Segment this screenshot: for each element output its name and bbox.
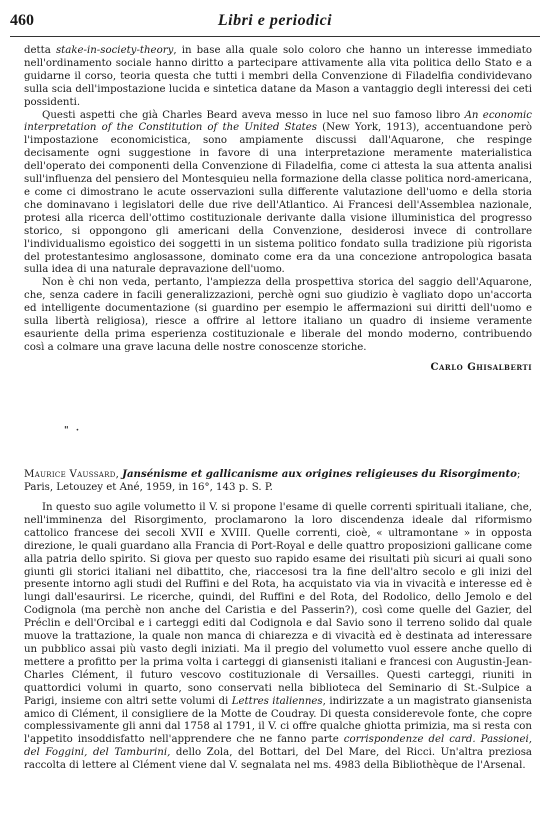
- book-imprint: ; Paris, Letouzey et Ané, 1959, in 16°, 143 p. S. P.: [24, 469, 521, 493]
- reviewer-signature: Carlo Ghisalberti: [430, 361, 532, 373]
- page-number: 460: [10, 12, 34, 29]
- italic-lettres: Lettres italiennes: [231, 695, 323, 707]
- running-title: Libri e periodici: [217, 12, 333, 29]
- review-vaussard: [24, 468, 532, 773]
- page-header: [10, 12, 540, 36]
- term-italic: stake-in-society-theory: [55, 45, 174, 56]
- stray-marks: " ·: [64, 426, 81, 436]
- book-title-beard: An economic interpretation of the Constitution of the United States: [24, 109, 532, 134]
- italic-correspondents: corrispondenze del card. Passionei, del Foggini, del Tamburini,: [24, 734, 532, 759]
- paragraph-2: Questi aspetti che già Charles Beard aveva messo in luce nel suo famoso libro An economic interpretation of the Constitution of the United States (New York, 1913), accentuandone però l'impostazione economicistica, sono ampiamente discussi dall'Aquarone, che respinge decisamente ogni suggestione in favore di una interpretazione meramente materialistica dell'operato dei componenti della Convenzione di Filadelfia, come ci attesta la sua attenta analisi sull'influenza del pensiero del Montesquieu nella formazione della classe politica nord-americana, e come ci dimostrano le acute osservazioni sulla differente valutazione dell'uomo e della storia che dominavano i legislatori delle due rive dell'Atlantico. Ai Francesi dell'Assemblea nazionale, protesi alla ricerca dell'ottimo costituzionale derivante dalla visione illuministica del progresso storico, si oppongono gli americani della Convenzione, desiderosi invece di controllare l'individualismo egoistico dei soggetti in un sistema politico fondato sulla tradizione più rigorista del protestantesimo anglosassone, dominato come era da una concezione antropologica basata sulla idea di una naturale depravazione dell'uomo.: [24, 109, 533, 276]
- book-author: Maurice Vaussard: [24, 469, 116, 480]
- bibliographic-heading: Maurice Vaussard, Jansénisme et gallicanisme aux origines religieuses du Risorgimento; Paris, Letouzey et Ané, 1959, in 16°, 143 p. S. P.: [24, 468, 521, 493]
- book-title: Jansénisme et gallicanisme aux origines religieuses du Risorgimento: [122, 468, 517, 480]
- paragraph-3: Non è chi non veda, pertanto, l'ampiezza della prospettiva storica del saggio dell'Aquarone, che, senza cadere in facili generalizzazioni, perchè ogni suo giudizio è vagliato dopo un'accorta ed intelligente documentazione (si guardino per esempio le affermazioni sui diritti dell'uomo e sulla libertà religiosa), riesce a offrire al lettore italiano un quadro di insieme veramente esauriente della prima esperienza costituzionale e liberale del mondo moderno, contribuendo così a colmare una grave lacuna delle nostre conoscenze storiche.: [24, 277, 532, 353]
- review-ghisalberti: [24, 45, 532, 373]
- paragraph-1: detta stake-in-society-theory, in base alla quale solo coloro che hanno un interesse immediato nell'ordinamento sociale hanno diritto a partecipare attivamente alla vita politica dello Stato e a guidarne il corso, teoria questa che tutti i membri della Convenzione di Filadelfia condividevano sulla scia dell'impostazione lucida e sintetica datane da Mason a vantaggio degli interessi dei ceti possidenti.: [24, 45, 532, 108]
- header-rule: [10, 36, 540, 37]
- review-paragraph: In questo suo agile volumetto il V. si propone l'esame di quelle correnti spirituali italiane, che, nell'imminenza del Risorgimento, proclamarono la loro discendenza ideale dal riformismo cattolico francese dei secoli XVII e XVIII. Quelle correnti, cioè, « ultramontane » in opposta direzione, le quali guardano alla Francia di Port-Royal e delle quattro proposizioni gallicane come alla patria dello spirito. Si giova per questo suo rapido esame dei risultati più sicuri ai quali sono giunti gli storici italiani nel dibattito, che, riaccesosi tra la fine dell'altro secolo e gli inizi del presente intorno agli studi del Ruffini e del Rota, ha acquistato via via in vivacità e interesse ed è lungi dall'esaurirsi. Le ricerche, quindi, del Ruffini e del Rota, del Rodolico, dello Jemolo e del Codignola (ma perchè non anche del Caristia e del Passerin?), così come quelle del Gazier, del Préclin e dell'Orcibal e i carteggi editi dal Codignola e dal Savio sono il terreno solido dal quale muove la trattazione, la quale non manca di chiarezza e di vivacità ed è destinata ad interessare un pubblico assai più vasto degli iniziati. Ma il pregio del volumetto vuol essere anche quello di mettere a profitto per la prima volta i carteggi di giansenisti italiani e francesi con Augustin-Jean-Charles Clément, il futuro vescovo costituzionale di Versailles. Questi carteggi, riuniti in quattordici volumi in quarto, sono conservati nella biblioteca del Seminario di St.-Sulpice a Parigi, insieme con altri sette volumi di Lettres italiennes, indirizzate a un magistrato giansenista amico di Clément, il consigliere de la Motte de Coudray. Di questa considerevole fonte, che copre complessivamente gli anni dal 1758 al 1791, il V. ci offre qualche ghiotta primizia, ma si resta con l'appetito insoddisfatto nell'apprendere che ne fanno parte corrispondenze del card. Passionei, del Foggini, del Tamburini, dello Zola, del Bottari, del Del Mare, del Ricci. Un'altra preziosa raccolta di lettere al Clément viene dal V. segnalata nel ms. 4983 della Bibliothèque de l'Arsenal.: [24, 502, 532, 772]
